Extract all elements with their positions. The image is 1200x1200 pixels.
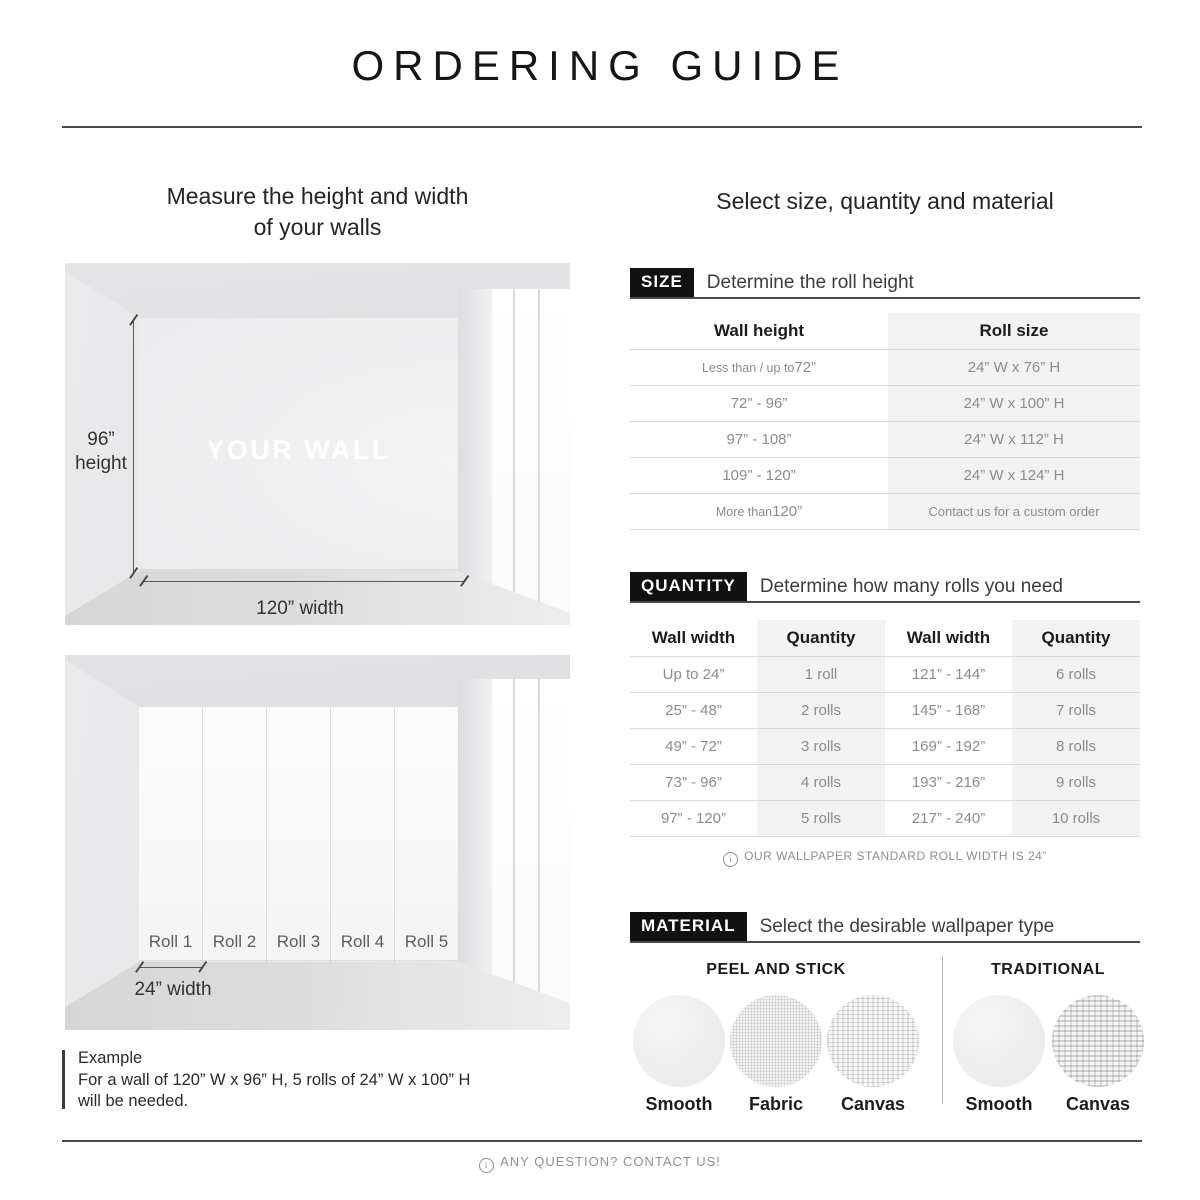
quantity-table [630, 620, 1140, 837]
example-note [78, 1048, 548, 1113]
swatch-smooth-peel [633, 995, 725, 1087]
size-table-row [630, 458, 1140, 494]
example-line2: will be needed. [78, 1092, 189, 1110]
size-badge: SIZE [630, 268, 694, 297]
material-groups-divider [942, 956, 943, 1104]
window-glass [492, 679, 570, 1009]
select-heading: Select size, quantity and material [716, 188, 1054, 214]
measure-heading-line1: Measure the height and width [166, 183, 469, 209]
material-group-peel-and-stick: PEEL AND STICK [706, 961, 846, 978]
column-header-wall-width: Wall width [906, 628, 991, 647]
roll-panel [267, 707, 331, 962]
bottom-divider [62, 1140, 1142, 1142]
info-icon: i [723, 852, 738, 867]
window-frame [458, 679, 492, 1009]
roll-panel [203, 707, 267, 962]
size-table-row [630, 350, 1140, 386]
quantity-table-row [630, 729, 1140, 765]
window [458, 289, 570, 619]
width-label: 120” width [256, 598, 344, 619]
roll-width-dimension-line [139, 967, 203, 968]
window [458, 679, 570, 1009]
size-table-row [630, 494, 1140, 530]
roll-width-note-text: OUR WALLPAPER STANDARD ROLL WIDTH IS 24” [744, 849, 1047, 863]
example-title: Example [78, 1049, 143, 1067]
cell-prefix: More than [715, 504, 773, 519]
roll-label: Roll 4 [340, 932, 385, 951]
material-group-traditional: TRADITIONAL [991, 961, 1105, 978]
quantity-cell: 8 rolls [1012, 729, 1140, 764]
roll-panel [395, 707, 458, 962]
quantity-table-header [630, 620, 1140, 657]
wall-width-cell: 73” - 96” [665, 774, 722, 791]
roll-panels [139, 707, 458, 962]
wall-width-cell: Up to 24” [662, 666, 725, 683]
window-mullion [513, 289, 515, 619]
quantity-section-header [630, 572, 1140, 603]
swatch-label-smooth: Smooth [965, 1094, 1033, 1114]
wall-width-cell: 25” - 48” [665, 702, 722, 719]
height-value: 96” [87, 429, 115, 450]
roll-size-cell: 24” W x 100” H [888, 386, 1140, 421]
measure-heading [65, 181, 570, 243]
height-label [65, 428, 137, 476]
measure-heading-line2: of your walls [253, 214, 382, 240]
quantity-cell: 9 rolls [1012, 765, 1140, 800]
column-header-wall-height: Wall height [713, 321, 805, 340]
cell-value: 72” - 96” [730, 395, 788, 412]
swatch-smooth-traditional [953, 995, 1045, 1087]
window-mullion [513, 679, 515, 1009]
wall-height-cell [630, 386, 888, 421]
roll-panel [331, 707, 395, 962]
wall-width-cell: 97” - 120” [660, 810, 727, 827]
column-header-quantity: Quantity [1012, 620, 1140, 656]
wall-height-cell [630, 350, 888, 385]
roll-panel [139, 707, 203, 962]
roll-size-cell [888, 494, 1140, 529]
swatch-canvas-traditional [1052, 995, 1144, 1087]
quantity-cell: 2 rolls [757, 693, 885, 728]
room-diagram-measure [65, 263, 570, 625]
roll-label: Roll 1 [148, 932, 193, 951]
window-frame [458, 289, 492, 619]
roll-label: Roll 3 [276, 932, 321, 951]
wall-height-cell [630, 494, 888, 529]
cell-value: 109” - 120” [722, 467, 796, 484]
roll-label: Roll 5 [404, 932, 449, 951]
wall-width-cell: 121” - 144” [911, 666, 986, 683]
height-word: height [75, 453, 127, 474]
footer-contact-text: ANY QUESTION? CONTACT US! [500, 1154, 721, 1169]
size-section-header [630, 268, 1140, 299]
quantity-subtitle: Determine how many rolls you need [759, 576, 1063, 597]
size-subtitle: Determine the roll height [706, 272, 914, 293]
size-table [630, 313, 1140, 530]
your-wall-label: YOUR WALL [206, 435, 391, 465]
quantity-cell: 1 roll [757, 657, 885, 692]
column-header-quantity: Quantity [757, 620, 885, 656]
quantity-table-row [630, 765, 1140, 801]
swatch-canvas-peel [827, 995, 919, 1087]
swatch-label-fabric: Fabric [748, 1094, 804, 1114]
wall-height-cell [630, 422, 888, 457]
cell-value: 120” [772, 503, 803, 520]
quantity-cell: 6 rolls [1012, 657, 1140, 692]
example-accent-bar [62, 1050, 65, 1109]
swatch-label-smooth: Smooth [645, 1094, 713, 1114]
quantity-table-row [630, 657, 1140, 693]
example-line1: For a wall of 120” W x 96” H, 5 rolls of 24” W x 100” H [78, 1070, 471, 1089]
quantity-badge: QUANTITY [630, 572, 747, 601]
info-icon: i [479, 1158, 494, 1173]
material-section-header [630, 912, 1140, 943]
cell-prefix: Less than / up to [701, 360, 795, 375]
swatch-fabric-peel [730, 995, 822, 1087]
cell-value: 72” [794, 359, 817, 376]
roll-width-note [630, 849, 1140, 867]
window-mullion [538, 679, 540, 1009]
wall-width-cell: 217” - 240” [911, 810, 986, 827]
footer-contact[interactable] [0, 1154, 1200, 1173]
quantity-cell: 4 rolls [757, 765, 885, 800]
material-badge: MATERIAL [630, 912, 747, 941]
window-glass [492, 289, 570, 619]
column-header-roll-size: Roll size [888, 313, 1140, 349]
wall-width-cell: 49” - 72” [665, 738, 722, 755]
page-title: ORDERING GUIDE [351, 42, 849, 89]
wall-height-cell [630, 458, 888, 493]
cell-value: 97” - 108” [726, 431, 792, 448]
wall-width-cell: 193” - 216” [911, 774, 986, 791]
wall-width-cell: 169” - 192” [911, 738, 986, 755]
top-divider [62, 126, 1142, 128]
wall-width-cell: 145” - 168” [911, 702, 986, 719]
room-diagram-rolls [65, 655, 570, 1030]
quantity-cell: 3 rolls [757, 729, 885, 764]
window-mullion [538, 289, 540, 619]
quantity-cell: 10 rolls [1012, 801, 1140, 836]
column-header-wall-width: Wall width [651, 628, 736, 647]
swatch-label-canvas: Canvas [1065, 1094, 1131, 1114]
quantity-table-row [630, 693, 1140, 729]
quantity-cell: 5 rolls [757, 801, 885, 836]
quantity-table-row [630, 801, 1140, 837]
size-table-row [630, 422, 1140, 458]
size-table-row [630, 386, 1140, 422]
material-subtitle: Select the desirable wallpaper type [759, 916, 1055, 937]
roll-label: Roll 2 [212, 932, 257, 951]
roll-size-cell: 24” W x 76” H [888, 350, 1140, 385]
swatch-label-canvas: Canvas [840, 1094, 906, 1114]
roll-size-cell: 24” W x 112” H [888, 422, 1140, 457]
quantity-cell: 7 rolls [1012, 693, 1140, 728]
cell-value: Contact us for a custom order [928, 503, 1100, 519]
roll-size-cell: 24” W x 124” H [888, 458, 1140, 493]
size-table-header [630, 313, 1140, 350]
roll-width-label: 24” width [134, 979, 212, 1000]
width-dimension-line [143, 581, 465, 582]
